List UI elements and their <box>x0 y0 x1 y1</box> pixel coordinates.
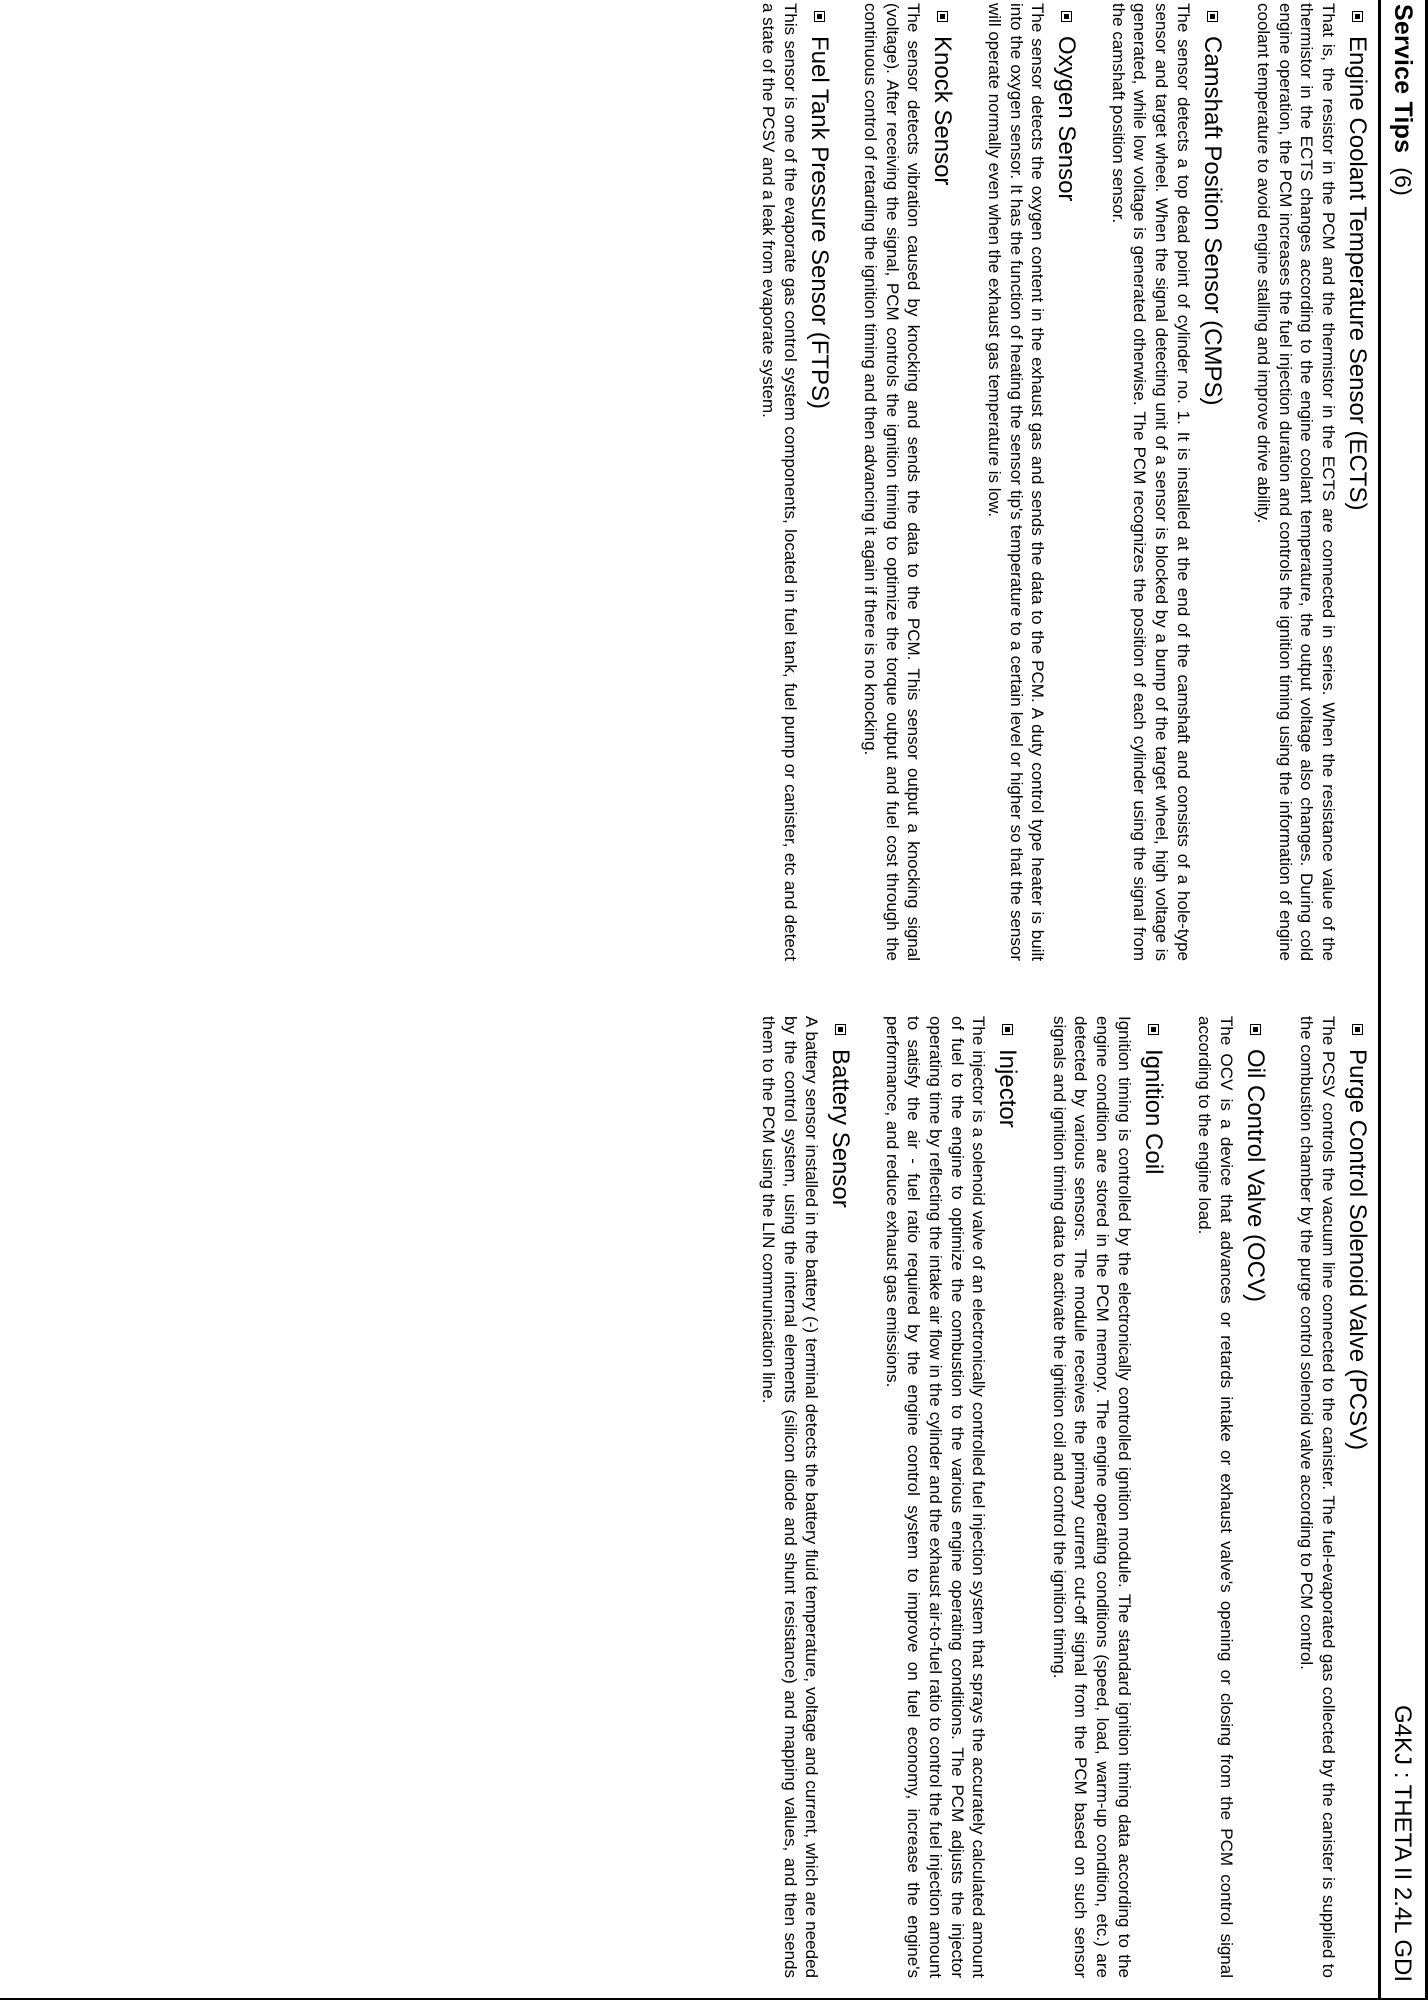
heading-text: Battery Sensor <box>827 1049 855 1208</box>
engine-label: G4KJ : THETA II 2.4L GDI <box>1389 1705 1416 1982</box>
section-knock-sensor <box>860 3 958 961</box>
heading-text: Engine Coolant Temperature Sensor (ECTS) <box>1344 36 1371 511</box>
left-column <box>732 3 1373 961</box>
section-heading <box>1343 1016 1372 1978</box>
section-body: The sensor detects a top dead point of cylinder no. 1. It is installed at the end of the camshaft and consists of a hole-type sensor and target wheel. When the signal detecting unit of a sensor is blocked by a bump of the target wheel, high voltage is generated, while low voltage is generated otherwise. The PCM recognizes the position of each cylinder using the signal from the camshaft position sensor. <box>1108 3 1193 961</box>
square-bullet-icon <box>1061 11 1072 22</box>
section-body: The PCSV controls the vacuum line connected to the canister. The fuel-evaporated gas collected by the canister is supplied to the combustion chamber by the purge control solenoid valve according to PCM control. <box>1297 1016 1338 1978</box>
section-pcsv <box>1296 1016 1372 1978</box>
section-battery-sensor <box>758 1016 856 1978</box>
section-body: Ignition timing is controlled by the electronically controlled ignition module. The standard ignition timing data according to the engine condition are stored in the PCM memory. The engine operating conditions (speed, load, warm-up condition, etc.) are detected by various sensors. The module receives the primary current cut-off signal from the PCM based on such sensor signals and ignition timing data to activate the ignition coil and control the ignition timing. <box>1049 1016 1134 1978</box>
section-body: The OCV is a device that advances or retards intake or exhaust valve's opening or closing from the PCM control signal according to the engine load. <box>1195 1016 1236 1978</box>
heading-text: Purge Control Solenoid Valve (PCSV) <box>1344 1049 1371 1451</box>
section-heading <box>1052 3 1081 961</box>
section-body: The sensor detects the oxygen content in the exhaust gas and sends the data to the PCM. A duty control type heater is built into the oxygen sensor. It has the function of heating the sensor tip's temperature to a certain level or higher so that the sensor will operate normally even when the exhaust gas temperature is low. <box>985 3 1048 961</box>
heading-text: Fuel Tank Pressure Sensor (FTPS) <box>805 36 833 410</box>
section-body: That is, the resistor in the PCM and the thermistor in the ECTS are connected in series. When the resistance value of the thermistor in the ECTS changes according to the engine coolant temperature, the output voltage also changes. During cold engine operation, the PCM increases the fuel injection duration and controls the ignition timing using the information of engine coolant temperature to avoid engine stalling and improve drive ability. <box>1254 3 1338 961</box>
square-bullet-icon <box>1002 1024 1013 1035</box>
square-bullet-icon <box>835 1024 846 1035</box>
section-heading <box>826 1016 855 1978</box>
title-text: Service Tips <box>1389 4 1417 154</box>
heading-text: Oil Control Valve (OCV) <box>1241 1049 1269 1302</box>
section-cmps <box>1107 3 1226 961</box>
section-heading <box>805 3 834 961</box>
section-heading <box>1139 1016 1168 1978</box>
section-injector <box>881 1016 1022 1978</box>
section-heading <box>993 1016 1022 1978</box>
header-bar <box>1378 0 1428 2000</box>
heading-text: Oxygen Sensor <box>1053 36 1081 202</box>
square-bullet-icon <box>937 11 948 22</box>
section-body: A battery sensor installed in the battery (-) terminal detects the battery fluid temperature, voltage and current, which are needed by the control system, using the internal elements (silicon diode and shunt resistance) and mapping values, and then sends them to the PCM using the LIN communication line. <box>759 1016 822 1978</box>
section-ignition-coil <box>1048 1016 1167 1978</box>
heading-text: Camshaft Position Sensor (CMPS) <box>1198 36 1226 406</box>
right-column <box>732 1016 1373 1978</box>
section-body: The sensor detects vibration caused by knocking and sends the data to the PCM. This sensor output a knocking signal (voltage). After receiving the signal, PCM controls the ignition timing to optimize the torque output and fuel cost through the continuous control of retarding the ignition timing and then advancing it again if there is no knocking. <box>861 3 924 961</box>
page-number: (6) <box>1390 167 1416 196</box>
heading-text: Knock Sensor <box>929 36 957 186</box>
section-ftps <box>758 3 834 961</box>
section-ocv <box>1194 1016 1270 1978</box>
section-heading <box>1198 3 1227 961</box>
page-title <box>1388 4 1417 196</box>
section-heading <box>1241 1016 1270 1978</box>
square-bullet-icon <box>1352 1024 1363 1035</box>
heading-text: Injector <box>994 1049 1022 1128</box>
section-body: This sensor is one of the evaporate gas control system components, located in fuel tank, fuel pump or canister, etc and detect a state of the PCSV and a leak from evaporate system. <box>759 3 800 961</box>
square-bullet-icon <box>1207 11 1218 22</box>
square-bullet-icon <box>1250 1024 1261 1035</box>
section-body: The injector is a solenoid valve of an electronically controlled fuel injection system that sprays the accurately calculated amount of fuel to the engine to optimize the combustion to the various engine operating conditions. The PCM adjusts the injector operating time by reflecting the intake air flow in the cylinder and the exhaust air-to-fuel ratio to control the fuel injection amount to satisfy the air - fuel ratio required by the engine control system to improve on fuel economy, increase the engine's performance, and reduce exhaust gas emissions. <box>882 1016 989 1978</box>
section-ects <box>1253 3 1372 961</box>
section-oxygen-sensor <box>983 3 1081 961</box>
square-bullet-icon <box>1148 1024 1159 1035</box>
section-heading <box>928 3 957 961</box>
square-bullet-icon <box>814 11 825 22</box>
section-heading <box>1343 3 1372 961</box>
heading-text: Ignition Coil <box>1139 1049 1167 1175</box>
square-bullet-icon <box>1352 11 1363 22</box>
